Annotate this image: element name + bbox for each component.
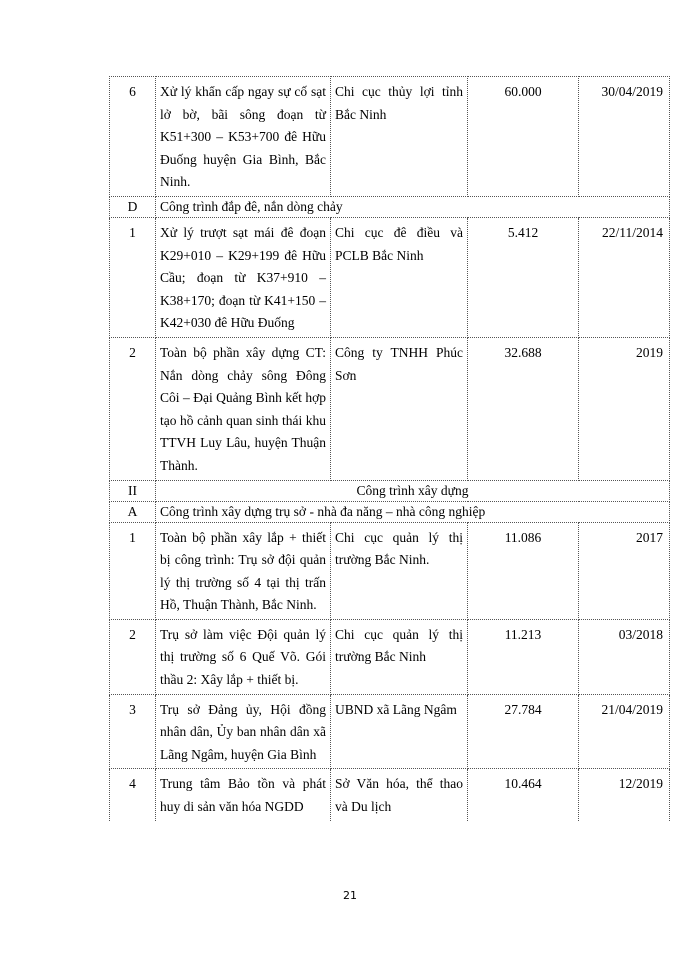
works-table bbox=[109, 76, 670, 821]
work-name-cell: Xử lý trượt sạt mái đê đoạn K29+010 – K29+199 đê Hữu Cầu; đoạn từ K37+910 – K38+170; đoạn từ K41+150 – K42+030 đê Hữu Đuống bbox=[156, 217, 331, 337]
table-row bbox=[110, 217, 670, 337]
row-number: 2 bbox=[110, 619, 156, 694]
work-name-cell: Toàn bộ phần xây lắp + thiết bị công trình: Trụ sở đội quản lý thị trường số 4 tại thị trấn Hồ, Thuận Thành, Bắc Ninh. bbox=[156, 522, 331, 619]
section-row bbox=[110, 480, 670, 501]
date-cell: 2017 bbox=[579, 522, 670, 619]
section-code: A bbox=[110, 501, 156, 522]
table-row bbox=[110, 522, 670, 619]
section-title: Công trình xây dựng trụ sở - nhà đa năng – nhà công nghiệp bbox=[156, 501, 670, 522]
owner-cell: Chi cục thủy lợi tỉnh Bắc Ninh bbox=[331, 77, 468, 197]
value-cell: 11.086 bbox=[468, 522, 579, 619]
row-number: 4 bbox=[110, 769, 156, 821]
row-number: 1 bbox=[110, 522, 156, 619]
section-code: II bbox=[110, 480, 156, 501]
work-name-cell: Xử lý khẩn cấp ngay sự cố sạt lở bờ, bãi sông đoạn từ K51+300 – K53+700 đê Hữu Đuống huyện Gia Bình, Bắc Ninh. bbox=[156, 77, 331, 197]
table-row bbox=[110, 77, 670, 197]
section-row bbox=[110, 501, 670, 522]
work-name-cell: Trung tâm Bảo tồn và phát huy di sản văn hóa NGDD bbox=[156, 769, 331, 821]
row-number: 2 bbox=[110, 337, 156, 480]
value-cell: 60.000 bbox=[468, 77, 579, 197]
page-number: 21 bbox=[343, 889, 357, 902]
work-name-cell: Trụ sở làm việc Đội quản lý thị trường số 6 Quế Võ. Gói thầu 2: Xây lắp + thiết bị. bbox=[156, 619, 331, 694]
section-row bbox=[110, 196, 670, 217]
table-row bbox=[110, 694, 670, 769]
row-number: 3 bbox=[110, 694, 156, 769]
owner-cell: Sở Văn hóa, thể thao và Du lịch bbox=[331, 769, 468, 821]
section-title: Công trình xây dựng bbox=[156, 480, 670, 501]
value-cell: 32.688 bbox=[468, 337, 579, 480]
date-cell: 12/2019 bbox=[579, 769, 670, 821]
date-cell: 22/11/2014 bbox=[579, 217, 670, 337]
table-row bbox=[110, 769, 670, 821]
owner-cell: Công ty TNHH Phúc Sơn bbox=[331, 337, 468, 480]
date-cell: 30/04/2019 bbox=[579, 77, 670, 197]
work-name-cell: Trụ sở Đảng ủy, Hội đồng nhân dân, Ủy ban nhân dân xã Lãng Ngâm, huyện Gia Bình bbox=[156, 694, 331, 769]
owner-cell: Chi cục quản lý thị trường Bắc Ninh. bbox=[331, 522, 468, 619]
value-cell: 11.213 bbox=[468, 619, 579, 694]
row-number: 6 bbox=[110, 77, 156, 197]
date-cell: 03/2018 bbox=[579, 619, 670, 694]
works-table-body bbox=[110, 77, 670, 821]
owner-cell: Chi cục quản lý thị trường Bắc Ninh bbox=[331, 619, 468, 694]
value-cell: 27.784 bbox=[468, 694, 579, 769]
section-code: D bbox=[110, 196, 156, 217]
date-cell: 21/04/2019 bbox=[579, 694, 670, 769]
value-cell: 5.412 bbox=[468, 217, 579, 337]
section-title: Công trình đắp đê, nắn dòng chảy bbox=[156, 196, 670, 217]
work-name-cell: Toàn bộ phần xây dựng CT: Nắn dòng chảy sông Đông Côi – Đại Quảng Bình kết hợp tạo hồ cảnh quan sinh thái khu TTVH Luy Lâu, huyện Thuận Thành. bbox=[156, 337, 331, 480]
owner-cell: Chi cục đê điều và PCLB Bắc Ninh bbox=[331, 217, 468, 337]
date-cell: 2019 bbox=[579, 337, 670, 480]
row-number: 1 bbox=[110, 217, 156, 337]
table-row bbox=[110, 619, 670, 694]
owner-cell: UBND xã Lãng Ngâm bbox=[331, 694, 468, 769]
table-row bbox=[110, 337, 670, 480]
value-cell: 10.464 bbox=[468, 769, 579, 821]
